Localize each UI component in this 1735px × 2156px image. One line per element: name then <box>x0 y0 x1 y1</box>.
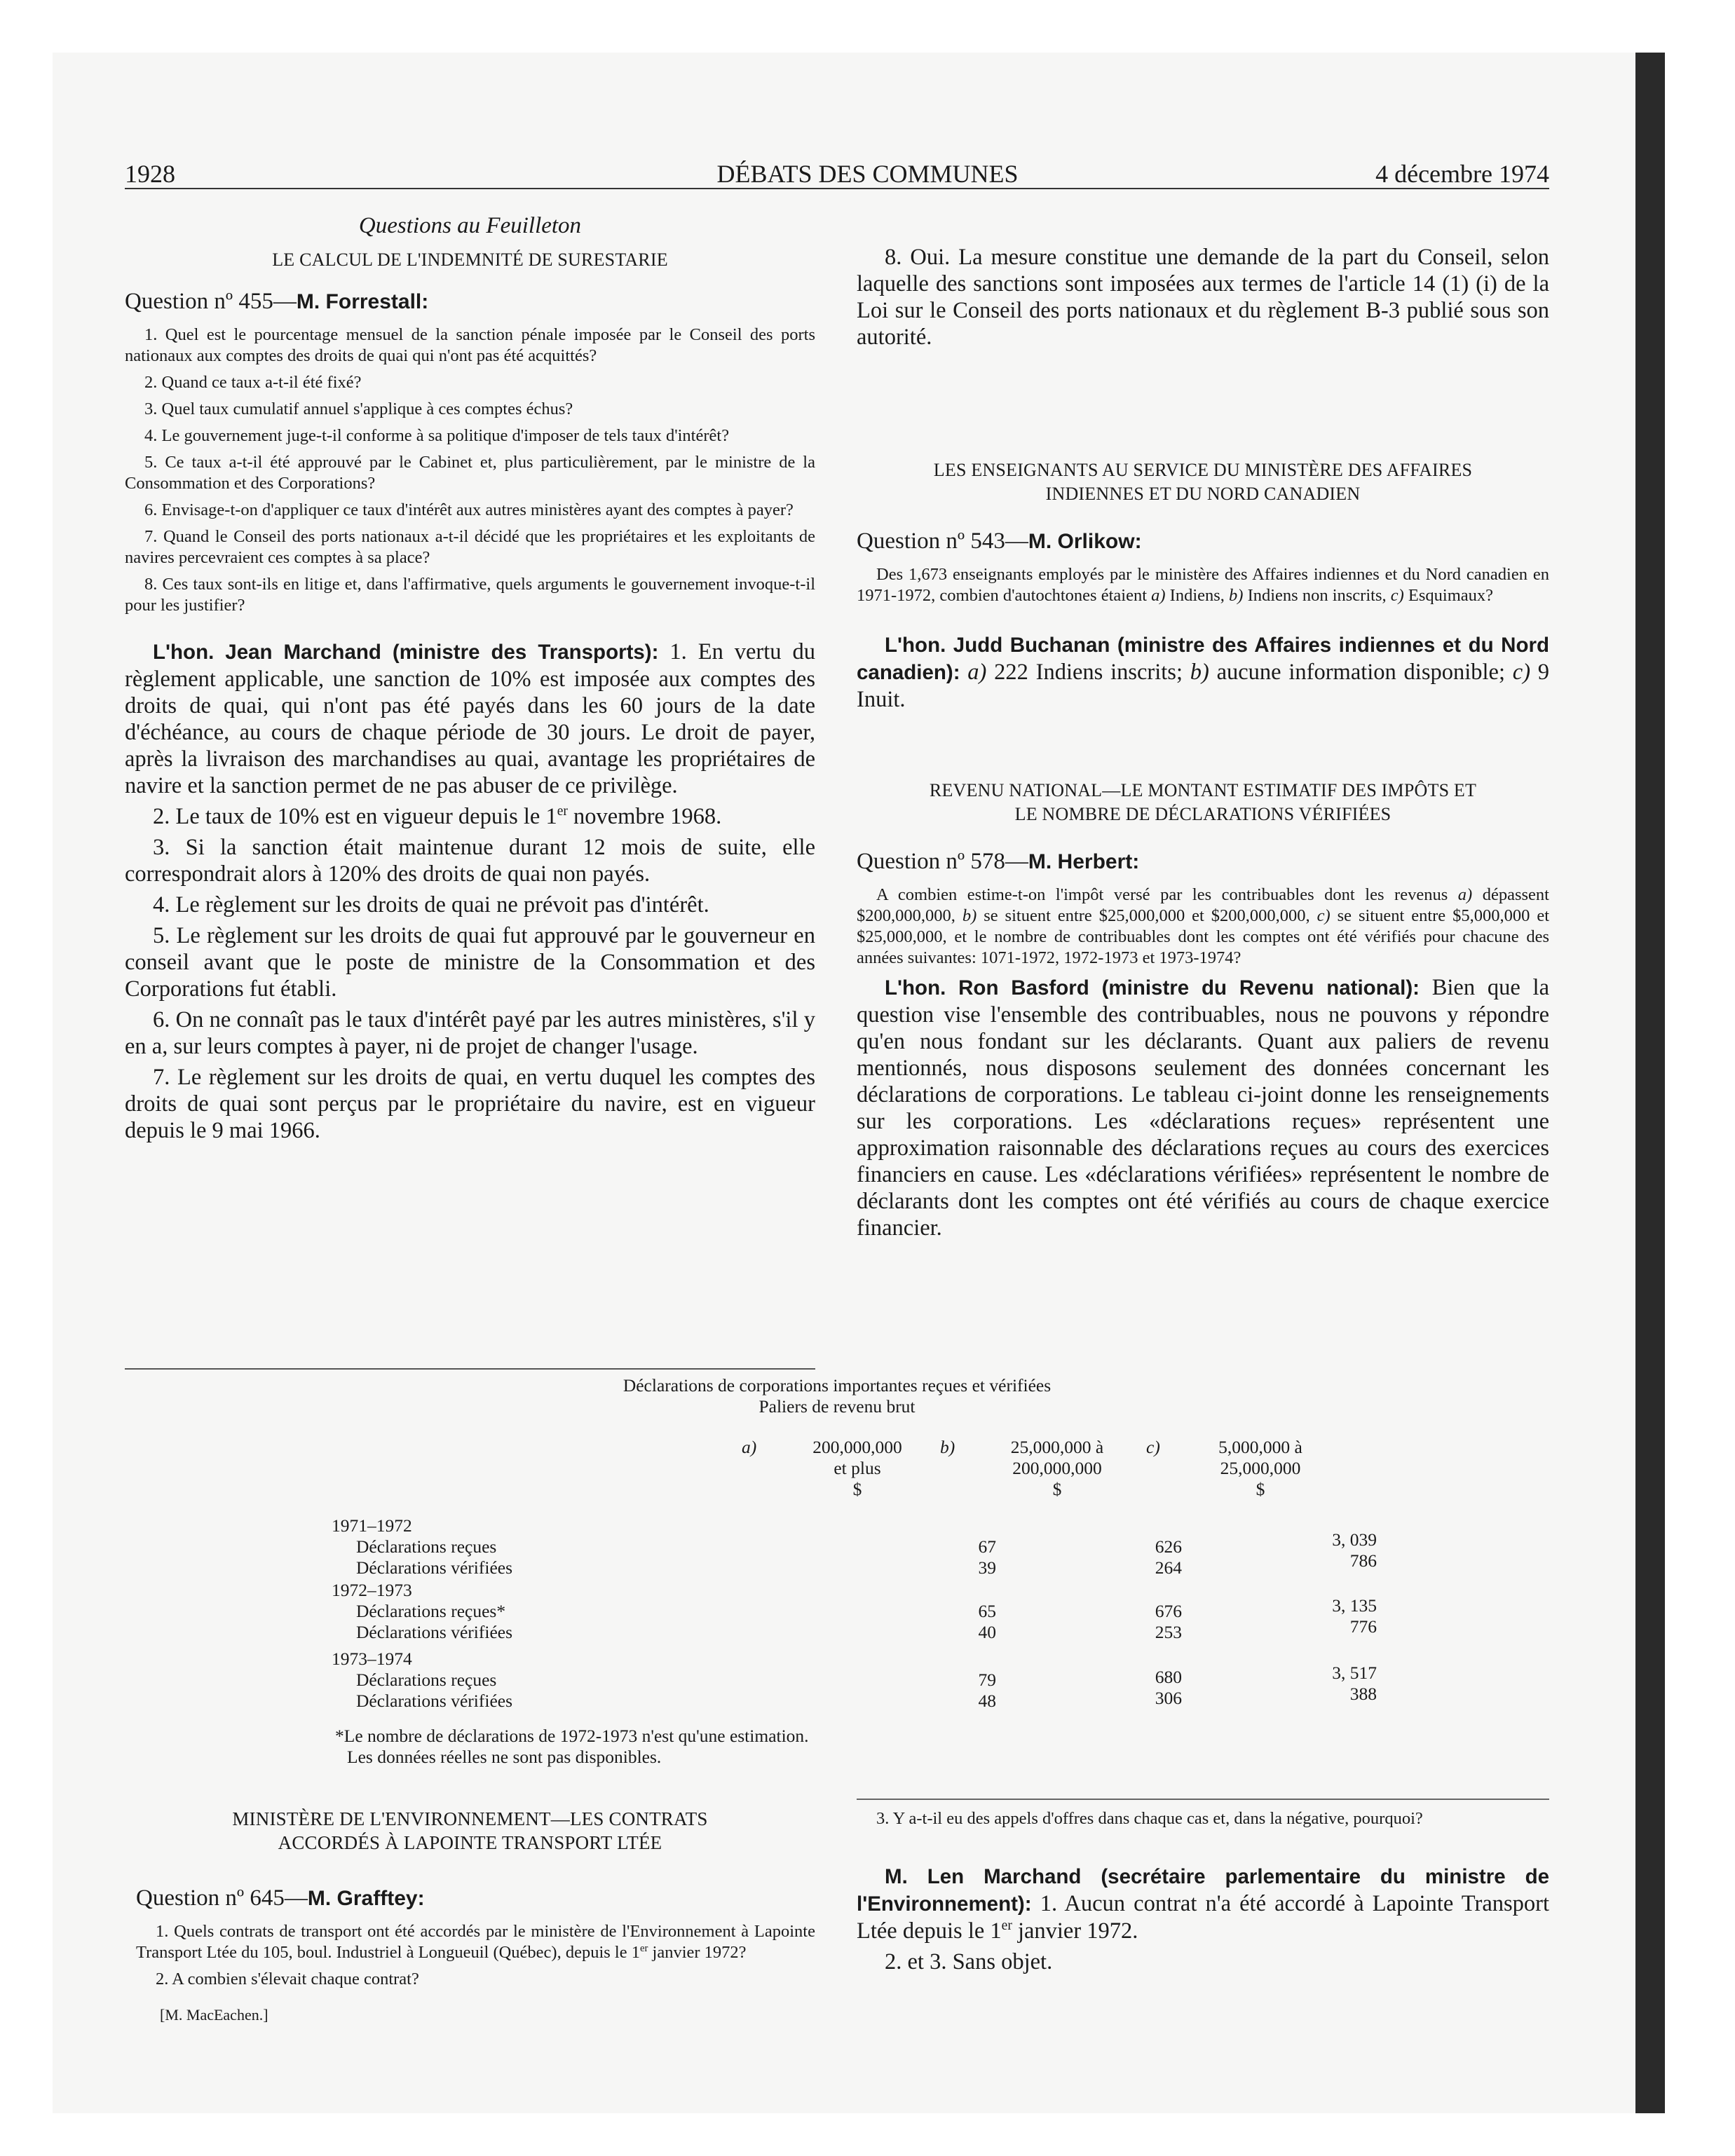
income-table <box>125 1375 1549 1782</box>
question-heading <box>857 526 1549 557</box>
question-item: 5. Ce taux a-t-il été approuvé par le Cabinet et, plus particulièrement, par le ministre de la Consommation et des Corporations? <box>125 453 815 493</box>
answer-paragraph: 3. Si la sanction était maintenue durant 12 mois de suite, elle correspondrait alors à 120% des droits de quai non payés. <box>125 835 815 887</box>
table-year-label: 1971–1972 <box>332 1515 412 1536</box>
question-item: 1. Quels contrats de transport ont été accordés par le ministère de l'Environnement à Lapointe Transport Ltée du 105, boul. Industriel à Longueuil (Québec), depuis le 1er janvier 1972? <box>136 1922 815 1962</box>
question-item: 3. Y a-t-il eu des appels d'offres dans chaque cas et, dans la négative, pourquoi? <box>876 1809 1423 1828</box>
left-column-bottom <box>125 1807 815 2025</box>
speaker-name: L'hon. Jean Marchand (ministre des Transports): <box>153 641 659 664</box>
table-year-label: 1973–1974 <box>332 1649 412 1669</box>
answer-paragraph: M. Len Marchand (secrétaire parlementaire du ministre de l'Environnement): 1. Aucun contrat n'a été accordé à Lapointe Transport Ltée depuis le 1er janvier 1972. <box>857 1865 1549 1944</box>
question-item: 4. Le gouvernement juge-t-il conforme à sa politique d'imposer de tels taux d'intérêt? <box>144 426 730 445</box>
question-heading <box>125 286 815 318</box>
page-number: 1928 <box>125 160 175 188</box>
answer-paragraph: L'hon. Ron Basford (ministre du Revenu national): Bien que la question vise l'ensemble des contribuables, nous ne pouvons y répondre qu'en nous fondant sur les déclarants. Quant aux paliers de revenu mentionnés, nous disposons seulement des données concernant les déclarations de corporations. Le tableau ci-joint donne les renseignements sur les corporations. Les «déclarations reçues» représentent une approximation raisonnable des déclarations reçues au cours des exercices financiers en cause. Les «déclarations vérifiées» représentent le nombre de déclarants dont les comptes ont été vérifiés au cours de chaque exercice financier. <box>857 975 1549 1241</box>
right-column <box>857 244 1549 1246</box>
question-heading <box>136 1883 815 1914</box>
table-row-label: Déclarations reçues <box>356 1670 497 1690</box>
question-item: 2. Quand ce taux a-t-il été fixé? <box>144 373 362 392</box>
table-cell: 306 <box>1155 1688 1182 1708</box>
table-row-label: Déclarations vérifiées <box>356 1691 513 1711</box>
column-header-b: 25,000,000 à 200,000,000 $ <box>1010 1437 1104 1499</box>
speaker-name: L'hon. Ron Basford (ministre du Revenu national): <box>885 976 1420 999</box>
header-rule <box>125 188 1549 189</box>
section-heading: LES ENSEIGNANTS AU SERVICE DU MINISTÈRE DES AFFAIRES INDIENNES ET DU NORD CANADIEN <box>933 460 1473 504</box>
question-number: Question nº 543— <box>857 528 1028 554</box>
table-year-label: 1972–1973 <box>332 1580 412 1600</box>
answer-paragraph: 5. Le règlement sur les droits de quai fut approuvé par le gouverneur en conseil avant que le poste de ministre de la Consommation et des Corporations fut établi. <box>125 923 815 1002</box>
table-subtitle: Paliers de revenu brut <box>758 1396 916 1417</box>
table-cell: 65 <box>978 1601 996 1621</box>
question-member: M. Grafftey: <box>307 1887 425 1910</box>
question-item: Des 1,673 enseignants employés par le ministère des Affaires indiennes et du Nord canadien en 1971-1972, combien d'autochtones étaient a) Indiens, b) Indiens non inscrits, c) Esquimaux? <box>857 565 1549 605</box>
question-heading <box>857 846 1549 878</box>
answer-paragraph: L'hon. Judd Buchanan (ministre des Affaires indiennes et du Nord canadien): a) 222 Indiens inscrits; b) aucune information disponible; c) 9 Inuit. <box>857 634 1550 712</box>
answer-paragraph: 2. Le taux de 10% est en vigueur depuis le 1er novembre 1968. <box>153 804 722 829</box>
question-number: Question nº 645— <box>136 1885 308 1911</box>
answer-paragraph: 2. et 3. Sans objet. <box>885 1949 1053 1974</box>
question-item: 1. Quel est le pourcentage mensuel de la sanction pénale imposée par le Conseil des ports nationaux aux comptes des droits de quai qui n'ont pas été acquittés? <box>125 325 815 365</box>
question-member: M. Orlikow: <box>1028 530 1142 553</box>
publication-date: 4 décembre 1974 <box>1375 160 1549 188</box>
section-italic-heading: Questions au Feuilleton <box>358 213 582 238</box>
table-cell: 48 <box>978 1691 996 1711</box>
column-header-a: 200,000,000 et plus $ <box>812 1437 902 1499</box>
table-row-label: Déclarations reçues <box>356 1536 497 1557</box>
table-cell: 67 <box>978 1536 996 1557</box>
question-member: M. Forrestall: <box>296 290 429 313</box>
question-number: Question nº 578— <box>857 849 1028 874</box>
speaker-name: L'hon. Judd Buchanan (ministre des Affaires indiennes et du Nord canadien): <box>857 634 1549 684</box>
table-row-label: Déclarations vérifiées <box>356 1622 513 1642</box>
question-item: 7. Quand le Conseil des ports nationaux a-t-il décidé que les propriétaires et les exploitants de navires percevraient ces comptes à sa place? <box>125 527 815 567</box>
question-item: 8. Ces taux sont-ils en litige et, dans l'affirmative, quels arguments le gouvernement invoque-t-il pour les justifier? <box>125 575 815 615</box>
answer-paragraph: 8. Oui. La mesure constitue une demande de la part du Conseil, selon laquelle des sanctions sont imposées aux termes de l'article 14 (1) (i) de la Loi sur le Conseil des ports nationaux et du règlement B-3 publié sous son autorité. <box>857 245 1549 350</box>
table-footnote: *Le nombre de déclarations de 1972-1973 n'est qu'une estimation. <box>335 1726 809 1746</box>
table-title: Déclarations de corporations importantes reçues et vérifiées <box>622 1375 1052 1396</box>
table-cell: 776 <box>1349 1616 1377 1637</box>
section-heading: LE CALCUL DE L'INDEMNITÉ DE SURESTARIE <box>272 250 668 270</box>
question-item: A combien estime-t-on l'impôt versé par les contribuables dont les revenus a) dépassent $200,000,000, b) se situent entre $25,000,000 et $200,000,000, c) se situent entre $5,000,000 et $25,000,000, et le nombre de contribuables dont les comptes ont été vérifiés pour chacune des années suivantes: 1071-1972, 1972-1973 et 1973-1974? <box>857 885 1550 967</box>
table-cell: 3, 517 <box>1332 1663 1377 1683</box>
speaker-name: M. Len Marchand (secrétaire parlementaire du ministre de l'Environnement): <box>857 1865 1549 1916</box>
column-letter-a: a) <box>742 1437 757 1457</box>
column-letter-b: b) <box>940 1437 955 1457</box>
left-column <box>125 210 815 1148</box>
table-cell: 676 <box>1155 1601 1182 1621</box>
question-member: M. Herbert: <box>1028 850 1140 873</box>
column-header-c: 5,000,000 à 25,000,000 $ <box>1218 1437 1302 1499</box>
table-cell: 680 <box>1155 1667 1182 1687</box>
table-cell: 3, 135 <box>1332 1595 1377 1616</box>
question-number: Question nº 455— <box>125 289 297 314</box>
answer-paragraph: L'hon. Jean Marchand (ministre des Transports): 1. En vertu du règlement applicable, une sanction de 10% est imposée aux comptes des droits de quai, qui n'ont pas été payés dans les 60 jours de la date d'échéance, au cours de chaque période de 30 jours. Le droit de payer, après la livraison des marchandises au quai, avantage les propriétaires de navire et la sanction permet de ne pas abuser de ce privilège. <box>125 639 815 798</box>
table-cell: 253 <box>1155 1622 1182 1642</box>
table-cell: 388 <box>1349 1684 1377 1704</box>
publication-title: DÉBATS DES COMMUNES <box>716 160 1019 188</box>
answer-paragraph: 4. Le règlement sur les droits de quai ne prévoit pas d'intérêt. <box>153 892 709 917</box>
table-row-label: Déclarations reçues* <box>356 1601 506 1621</box>
table-cell: 3, 039 <box>1332 1529 1377 1550</box>
column-letter-c: c) <box>1146 1437 1160 1457</box>
right-column-bottom <box>857 1808 1549 1979</box>
column-rule <box>857 1799 1549 1800</box>
table-cell: 626 <box>1155 1536 1182 1557</box>
table-cell: 264 <box>1155 1557 1182 1578</box>
question-item: 2. A combien s'élevait chaque contrat? <box>156 1970 419 1988</box>
answer-paragraph: 6. On ne connaît pas le taux d'intérêt payé par les autres ministères, s'il y en a, sur leurs comptes à payer, ni de projet de changer l'usage. <box>125 1007 815 1059</box>
section-heading: REVENU NATIONAL—LE MONTANT ESTIMATIF DES IMPÔTS ET LE NOMBRE DE DÉCLARATIONS VÉRIFIÉES <box>929 780 1477 824</box>
scan-edge-bar <box>1635 53 1665 2113</box>
table-footnote: Les données réelles ne sont pas disponibles. <box>347 1747 662 1767</box>
table-cell: 79 <box>978 1670 996 1690</box>
table-row-label: Déclarations vérifiées <box>356 1557 513 1578</box>
answer-paragraph: 7. Le règlement sur les droits de quai, en vertu duquel les comptes des droits de quai sont perçus par le propriétaire du navire, est en vigueur depuis le 9 mai 1966. <box>125 1065 815 1143</box>
table-top-rule <box>125 1368 815 1370</box>
question-item: 3. Quel taux cumulatif annuel s'applique à ces comptes échus? <box>144 400 573 418</box>
question-item: 6. Envisage-t-on d'appliquer ce taux d'intérêt aux autres ministères ayant des comptes à payer? <box>144 500 794 519</box>
table-cell: 786 <box>1349 1550 1377 1571</box>
section-heading: MINISTÈRE DE L'ENVIRONNEMENT—LES CONTRATS ACCORDÉS À LAPOINTE TRANSPORT LTÉE <box>232 1808 708 1853</box>
speaker-signature: [M. MacEachen.] <box>160 2006 268 2024</box>
table-cell: 39 <box>978 1557 996 1578</box>
table-cell: 40 <box>978 1622 996 1642</box>
